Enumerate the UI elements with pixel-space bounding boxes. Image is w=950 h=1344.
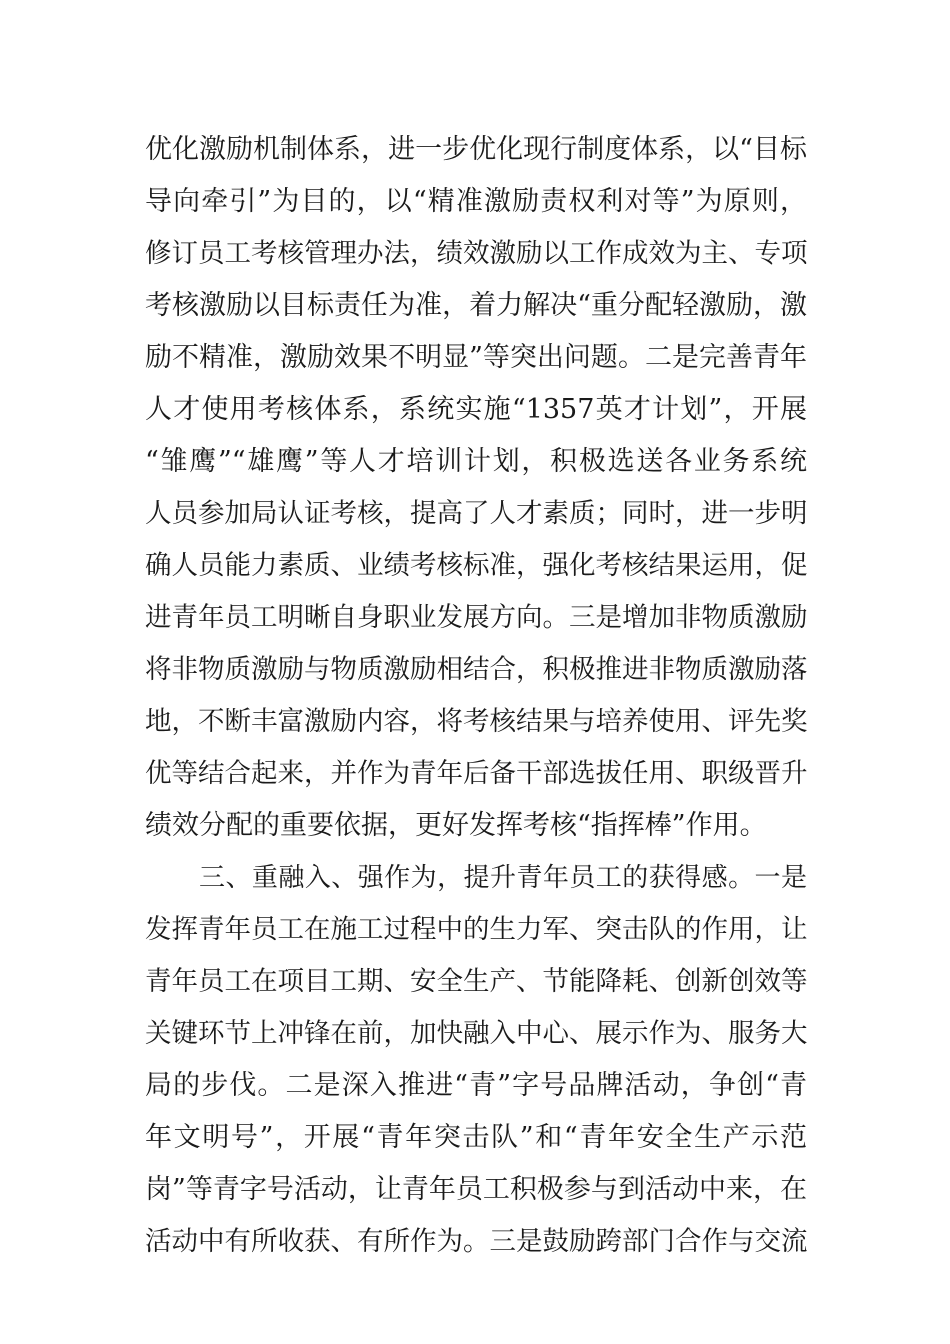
body-text-line: “雏鹰”“雄鹰”等人才培训计划，积极选送各业务系统 bbox=[145, 446, 807, 477]
body-text-line: 绩效分配的重要依据，更好发挥考核“指挥棒”作用。 bbox=[145, 810, 767, 841]
body-text-line: 关键环节上冲锋在前，加快融入中心、展示作为、服务大 bbox=[145, 1018, 808, 1049]
body-text-line: 将非物质激励与物质激励相结合，积极推进非物质激励落 bbox=[145, 654, 808, 685]
body-text-line: 活动中有所收获、有所作为。三是鼓励跨部门合作与交流 bbox=[145, 1226, 808, 1257]
section-heading-line: 三、重融入、强作为，提升青年员工的获得感。一是 bbox=[199, 863, 807, 893]
body-text-line: 青年员工在项目工期、安全生产、节能降耗、创新创效等 bbox=[145, 966, 808, 997]
body-text-line: 地，不断丰富激励内容，将考核结果与培养使用、评先奖 bbox=[145, 706, 808, 737]
body-text-line: 人员参加局认证考核，提高了人才素质；同时，进一步明 bbox=[145, 498, 808, 529]
body-text-line: 进青年员工明晰自身职业发展方向。三是增加非物质激励 bbox=[145, 602, 808, 633]
body-text-line: 考核激励以目标责任为准，着力解决“重分配轻激励，激 bbox=[145, 290, 807, 321]
body-text-line: 修订员工考核管理办法，绩效激励以工作成效为主、专项 bbox=[145, 238, 808, 269]
body-text-line: 局的步伐。二是深入推进“青”字号品牌活动，争创“青 bbox=[145, 1070, 807, 1101]
body-text-line: 优等结合起来，并作为青年后备干部选拔任用、职级晋升 bbox=[145, 758, 808, 789]
body-text-line: 确人员能力素质、业绩考核标准，强化考核结果运用，促 bbox=[145, 550, 808, 581]
body-text-line: 导向牵引”为目的，以“精准激励责权利对等”为原则， bbox=[145, 186, 807, 217]
body-text-line: 人才使用考核体系，系统实施“1357英才计划”，开展 bbox=[145, 394, 807, 425]
body-text-line: 优化激励机制体系，进一步优化现行制度体系，以“目标 bbox=[145, 134, 807, 165]
body-text-line: 发挥青年员工在施工过程中的生力军、突击队的作用，让 bbox=[145, 914, 808, 945]
body-text-line: 年文明号”，开展“青年突击队”和“青年安全生产示范 bbox=[145, 1122, 807, 1153]
body-text-line: 岗”等青字号活动，让青年员工积极参与到活动中来，在 bbox=[145, 1174, 807, 1205]
body-text-line: 励不精准，激励效果不明显”等突出问题。二是完善青年 bbox=[145, 342, 807, 373]
